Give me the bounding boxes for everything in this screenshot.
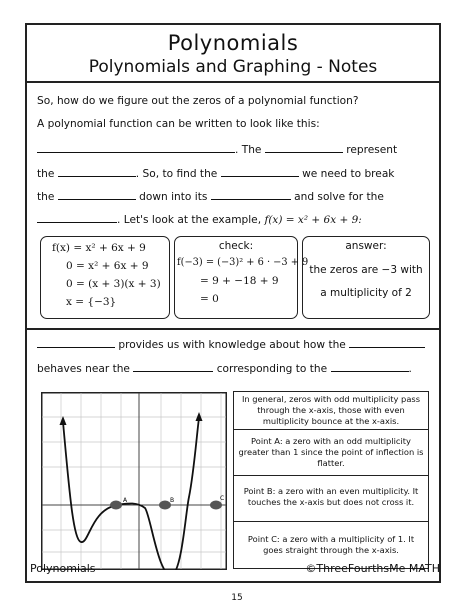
text: the bbox=[37, 191, 55, 203]
check-line-2: = 9 + −18 + 9 bbox=[200, 275, 279, 287]
note-point-b: Point B: a zero with an even multiplicity. It touches the x-axis but does not cross it. bbox=[234, 478, 428, 522]
intro-line-4 bbox=[37, 166, 394, 180]
page-number: 15 bbox=[231, 593, 243, 603]
check-line-1: f(−3) = (−3)² + 6 · −3 + 9 bbox=[177, 257, 309, 268]
text: . bbox=[408, 363, 412, 375]
polynomial-graph bbox=[41, 392, 227, 570]
intro-statement: A polynomial function can be written to look like this: bbox=[37, 118, 320, 130]
blank bbox=[349, 337, 425, 348]
work-line-1: f(x) = x² + 6x + 9 bbox=[52, 242, 146, 254]
note-point-a: Point A: a zero with an odd multiplicity greater than 1 since the point of inflection is flatter. bbox=[234, 432, 428, 476]
text: and solve for the bbox=[294, 191, 384, 203]
text: . So, to find the bbox=[135, 168, 218, 180]
text: . Let's look at the example, bbox=[117, 214, 262, 226]
blank bbox=[37, 142, 235, 153]
answer-box bbox=[302, 236, 430, 319]
blank bbox=[58, 189, 136, 200]
point-b-label: B bbox=[170, 497, 175, 504]
notes-panel bbox=[233, 391, 429, 569]
answer-line-1: the zeros are −3 with bbox=[309, 264, 423, 276]
intro-line-6 bbox=[37, 212, 362, 226]
text: represent bbox=[346, 144, 398, 156]
check-box bbox=[174, 236, 309, 319]
work-line-4: x = {−3} bbox=[66, 296, 117, 308]
work-box bbox=[40, 236, 170, 319]
check-line-3: = 0 bbox=[200, 293, 219, 305]
footer-left: Polynomials bbox=[30, 562, 96, 575]
blank bbox=[58, 166, 136, 177]
check-label: check: bbox=[218, 240, 254, 252]
note-point-c: Point C: a zero with a multiplicity of 1. It goes straight through the x-axis. bbox=[247, 534, 415, 555]
page-subtitle: Polynomials and Graphing - Notes bbox=[88, 57, 378, 77]
text: corresponding to the bbox=[216, 363, 328, 375]
section-divider bbox=[27, 328, 439, 330]
text: down into its bbox=[139, 191, 208, 203]
note-general: In general, zeros with odd multiplicity pass through the x-axis, those with even multiplicity bounce at the x-axis. bbox=[234, 392, 428, 430]
point-a-label: A bbox=[123, 497, 128, 504]
blank bbox=[37, 212, 117, 223]
point-a-marker bbox=[110, 501, 122, 510]
text: the bbox=[37, 168, 55, 180]
blank bbox=[37, 337, 115, 348]
footer-right: ©ThreeFourthsMe MATH bbox=[305, 562, 440, 575]
work-line-2: 0 = x² + 6x + 9 bbox=[66, 260, 149, 272]
answer-label: answer: bbox=[345, 240, 387, 252]
answer-line-2: a multiplicity of 2 bbox=[320, 287, 412, 299]
worksheet-frame bbox=[25, 23, 441, 583]
text: . The bbox=[235, 144, 262, 156]
intro-question: So, how do we figure out the zeros of a polynomial function? bbox=[37, 95, 359, 107]
worksheet-header bbox=[27, 25, 439, 83]
multiplicity-line-1 bbox=[37, 337, 425, 351]
intro-line-3 bbox=[37, 142, 397, 156]
text: provides us with knowledge about how the bbox=[118, 339, 346, 351]
page-title: Polynomials bbox=[167, 31, 299, 55]
blank bbox=[331, 361, 409, 372]
example-function: f(x) = x² + 6x + 9: bbox=[264, 214, 362, 226]
multiplicity-line-2 bbox=[37, 361, 412, 375]
blank bbox=[221, 166, 299, 177]
blank bbox=[133, 361, 213, 372]
text: we need to break bbox=[302, 168, 395, 180]
blank bbox=[211, 189, 291, 200]
intro-line-5 bbox=[37, 189, 384, 203]
text: behaves near the bbox=[37, 363, 130, 375]
blank bbox=[265, 142, 343, 153]
point-c-label: C bbox=[220, 495, 225, 502]
work-line-3: 0 = (x + 3)(x + 3) bbox=[66, 278, 161, 290]
